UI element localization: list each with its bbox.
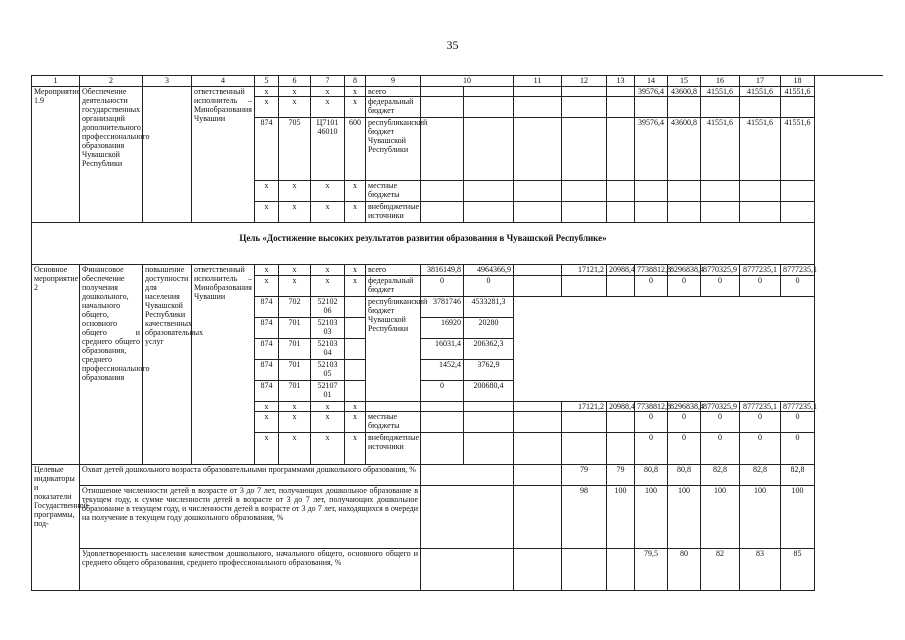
cell: x bbox=[279, 97, 311, 118]
cell: 0 bbox=[635, 276, 668, 297]
header-cell: 11 bbox=[514, 76, 562, 87]
cell: x bbox=[279, 202, 311, 223]
cell: 52103 03 bbox=[311, 318, 345, 339]
cell bbox=[464, 433, 514, 465]
cell bbox=[514, 181, 562, 202]
cell bbox=[668, 181, 701, 202]
cell: 41551,6 bbox=[740, 118, 781, 181]
cell: 100 bbox=[668, 486, 701, 549]
cell: 100 bbox=[607, 486, 635, 549]
cell bbox=[562, 87, 607, 98]
cell: 79 bbox=[607, 465, 635, 486]
cell: x bbox=[311, 97, 345, 118]
cell: x bbox=[311, 412, 345, 433]
cell bbox=[464, 402, 514, 413]
cell: 0 bbox=[740, 433, 781, 465]
cell: 8777235,1 bbox=[740, 402, 781, 413]
cell bbox=[562, 549, 607, 591]
header-cell: 10 bbox=[421, 76, 514, 87]
cell: федеральный бюджет bbox=[366, 276, 421, 297]
cell: республиканский бюджет Чувашской Республики bbox=[366, 297, 421, 402]
cell: 874 bbox=[255, 118, 279, 181]
cell: x bbox=[279, 433, 311, 465]
cell: x bbox=[345, 97, 366, 118]
cell: внебюджетные источники bbox=[366, 202, 421, 223]
cell bbox=[464, 181, 514, 202]
cell: 0 bbox=[421, 276, 464, 297]
cell bbox=[514, 202, 562, 223]
cell bbox=[464, 87, 514, 98]
cell bbox=[345, 381, 366, 402]
cell: x bbox=[279, 87, 311, 98]
cell bbox=[562, 118, 607, 181]
cell bbox=[701, 181, 740, 202]
cell bbox=[607, 276, 635, 297]
page-number: 35 bbox=[446, 38, 459, 52]
cell: 79,5 bbox=[635, 549, 668, 591]
cell bbox=[421, 97, 464, 118]
cell: 20280 bbox=[464, 318, 514, 339]
goal-heading: Цель «Достижение высоких результатов развития образования в Чувашской Республике» bbox=[32, 223, 815, 265]
cell: 43600,8 bbox=[668, 118, 701, 181]
cell bbox=[701, 202, 740, 223]
header-cell: 5 bbox=[255, 76, 279, 87]
cell: 0 bbox=[668, 412, 701, 433]
cell: 0 bbox=[421, 381, 464, 402]
cell: x bbox=[345, 402, 366, 413]
cell: 0 bbox=[668, 276, 701, 297]
cell: 41551,6 bbox=[701, 87, 740, 98]
cell bbox=[514, 276, 562, 297]
cell bbox=[562, 276, 607, 297]
cell: 874 bbox=[255, 297, 279, 318]
cell: местные бюджеты bbox=[366, 412, 421, 433]
header-cell: 7 bbox=[311, 76, 345, 87]
cell: 8770325,9 bbox=[701, 402, 740, 413]
cell bbox=[421, 181, 464, 202]
cell bbox=[421, 202, 464, 223]
cell bbox=[514, 412, 562, 433]
cell: 79 bbox=[562, 465, 607, 486]
cell bbox=[514, 465, 562, 486]
cell: 82,8 bbox=[740, 465, 781, 486]
cell: 82,8 bbox=[701, 465, 740, 486]
cell: 100 bbox=[781, 486, 815, 549]
cell: x bbox=[311, 276, 345, 297]
cell bbox=[740, 202, 781, 223]
cell: внебюджетные источники bbox=[366, 433, 421, 465]
header-cell: 15 bbox=[668, 76, 701, 87]
cell: 20988,4 bbox=[609, 401, 635, 411]
cell: 4964366,9 bbox=[464, 265, 514, 276]
header-cell: 9 bbox=[366, 76, 421, 87]
cell bbox=[464, 202, 514, 223]
cell: 0 bbox=[635, 433, 668, 465]
cell: 82,8 bbox=[781, 465, 815, 486]
cell bbox=[514, 118, 562, 181]
cell bbox=[366, 402, 421, 413]
cell: 39576,4 bbox=[635, 87, 668, 98]
cell: 874 bbox=[255, 339, 279, 360]
cell: 39576,4 bbox=[635, 118, 668, 181]
cell bbox=[421, 486, 514, 549]
cell: 16031,4 bbox=[421, 339, 464, 360]
cell: x bbox=[279, 402, 311, 413]
cell bbox=[345, 339, 366, 360]
cell: x bbox=[311, 87, 345, 98]
cell: 705 bbox=[279, 118, 311, 181]
cell bbox=[635, 181, 668, 202]
cell bbox=[668, 202, 701, 223]
cell: 701 bbox=[279, 381, 311, 402]
cell: x bbox=[311, 202, 345, 223]
header-cell: 3 bbox=[143, 76, 192, 87]
header-cell: 14 bbox=[635, 76, 668, 87]
cell bbox=[781, 181, 815, 202]
cell bbox=[607, 97, 635, 118]
cell: 52103 05 bbox=[311, 360, 345, 381]
cell bbox=[345, 360, 366, 381]
cell: 16920 bbox=[421, 318, 464, 339]
cell: 52107 01 bbox=[311, 381, 345, 402]
cell bbox=[635, 202, 668, 223]
cell: x bbox=[279, 412, 311, 433]
cell: 17121,2 bbox=[562, 402, 607, 413]
cell: x bbox=[345, 87, 366, 98]
cell: 80,8 bbox=[635, 465, 668, 486]
cell: 3781746 bbox=[421, 297, 464, 318]
cell: x bbox=[345, 412, 366, 433]
cell bbox=[514, 549, 562, 591]
cell bbox=[514, 433, 562, 465]
cell: 3816149,8 bbox=[421, 265, 464, 276]
cell: x bbox=[255, 87, 279, 98]
indicator-text: Отношение численности детей в возрасте от 3 до 7 лет, получающих дошкольное образование в текущем году, к сумме численности детей в возрасте от 3 до 7 лет, получающих дошкольное образование в текущем году, и численности детей в возрасте от 3 до 7 лет, находящихся в очереди на получение в текущем году дошкольного образования, % bbox=[80, 486, 421, 549]
cell: x bbox=[279, 181, 311, 202]
indicator-text: Охват детей дошкольного возраста образовательными программами дошкольного образования, % bbox=[80, 465, 421, 486]
cell: 8296838,4 bbox=[670, 401, 704, 411]
cell: x bbox=[255, 433, 279, 465]
cell: 8777235,1 bbox=[783, 265, 817, 274]
om2-goal: повышение доступности для населения Чувашской Республики качественных образовательных услуг bbox=[143, 265, 192, 465]
cell: 100 bbox=[701, 486, 740, 549]
header-cell: 16 bbox=[701, 76, 740, 87]
cell: 702 bbox=[279, 297, 311, 318]
cell: x bbox=[311, 265, 345, 276]
cell: 98 bbox=[562, 486, 607, 549]
cell: 0 bbox=[464, 276, 514, 297]
cell: республиканский бюджет Чувашской Республики bbox=[366, 118, 421, 181]
cell: 0 bbox=[740, 412, 781, 433]
cell bbox=[514, 486, 562, 549]
m19-description: Обеспечение деятельности государственных организаций дополнительного профессионального образования Чувашской Республики bbox=[80, 87, 143, 224]
cell: x bbox=[345, 265, 366, 276]
cell: 8770325,9 bbox=[701, 265, 740, 276]
cell: 0 bbox=[635, 412, 668, 433]
cell bbox=[421, 465, 514, 486]
cell: 874 bbox=[255, 318, 279, 339]
cell: x bbox=[255, 97, 279, 118]
cell: 206362,3 bbox=[464, 339, 514, 360]
cell: 701 bbox=[279, 318, 311, 339]
cell: 8777235,1 bbox=[740, 265, 781, 276]
header-cell: 4 bbox=[192, 76, 255, 87]
cell: 1452,4 bbox=[421, 360, 464, 381]
indicator-text: Удовлетворенность населения качеством дошкольного, начального общего, основного общего и среднего общего образования, среднего профессионального образования, % bbox=[80, 549, 421, 591]
cell bbox=[740, 97, 781, 118]
cell bbox=[345, 318, 366, 339]
cell: x bbox=[311, 402, 345, 413]
cell bbox=[607, 412, 635, 433]
cell bbox=[562, 97, 607, 118]
cell bbox=[421, 87, 464, 98]
cell bbox=[514, 265, 562, 276]
cell: x bbox=[345, 433, 366, 465]
cell: x bbox=[311, 433, 345, 465]
cell: 0 bbox=[701, 412, 740, 433]
cell: 3762,9 bbox=[464, 360, 514, 381]
cell: 8296838,4 bbox=[670, 265, 704, 274]
cell bbox=[464, 97, 514, 118]
cell: x bbox=[345, 181, 366, 202]
cell: 0 bbox=[701, 433, 740, 465]
cell: x bbox=[255, 412, 279, 433]
cell: 100 bbox=[740, 486, 781, 549]
cell: всего bbox=[366, 87, 421, 98]
cell: 80,8 bbox=[668, 465, 701, 486]
cell: федеральный бюджет bbox=[366, 97, 421, 118]
cell: 43600,8 bbox=[668, 87, 701, 98]
cell: 600 bbox=[345, 118, 366, 181]
cell: 0 bbox=[740, 276, 781, 297]
cell bbox=[421, 433, 464, 465]
cell: x bbox=[345, 202, 366, 223]
cell: 7738812,8 bbox=[637, 265, 671, 274]
cell: 83 bbox=[740, 549, 781, 591]
cell: 41551,6 bbox=[781, 118, 815, 181]
budget-table bbox=[31, 75, 883, 591]
cell: x bbox=[345, 276, 366, 297]
om2-executor: ответственный исполнитель – Минобразования Чувашии bbox=[192, 265, 255, 465]
cell: x bbox=[255, 276, 279, 297]
cell bbox=[781, 97, 815, 118]
cell bbox=[345, 297, 366, 318]
cell: всего bbox=[366, 265, 421, 276]
cell: 8777235,1 bbox=[783, 401, 817, 411]
cell bbox=[421, 412, 464, 433]
cell: x bbox=[279, 265, 311, 276]
cell: x bbox=[311, 181, 345, 202]
m19-label: Мероприятие 1.9 bbox=[32, 87, 80, 224]
cell bbox=[607, 433, 635, 465]
cell: 874 bbox=[255, 381, 279, 402]
cell: 41551,6 bbox=[701, 118, 740, 181]
cell: 20988,4 bbox=[609, 265, 635, 274]
cell: 701 bbox=[279, 339, 311, 360]
cell bbox=[607, 549, 635, 591]
cell bbox=[464, 118, 514, 181]
cell: 0 bbox=[781, 412, 815, 433]
cell bbox=[514, 297, 815, 402]
cell: 0 bbox=[781, 433, 815, 465]
cell bbox=[421, 549, 514, 591]
header-cell: 2 bbox=[80, 76, 143, 87]
cell: 0 bbox=[668, 433, 701, 465]
header-cell: 12 bbox=[562, 76, 607, 87]
cell: x bbox=[255, 265, 279, 276]
indicators-label: Целевые индикаторы и показатели Госудаственной программы, под- bbox=[32, 465, 80, 591]
cell bbox=[421, 118, 464, 181]
cell bbox=[562, 412, 607, 433]
cell: 80 bbox=[668, 549, 701, 591]
cell: x bbox=[255, 181, 279, 202]
cell: 0 bbox=[781, 276, 815, 297]
cell bbox=[514, 402, 562, 413]
cell: 17121,2 bbox=[562, 265, 607, 276]
om2-description: Финансовое обеспечение получения дошкольного, начального общего, основного общего и среднего общего образования, среднего профессионального образования bbox=[80, 265, 143, 465]
cell: местные бюджеты bbox=[366, 181, 421, 202]
header-cell: 8 bbox=[345, 76, 366, 87]
cell: 7738812,8 bbox=[637, 401, 671, 411]
cell bbox=[607, 181, 635, 202]
cell: 41551,6 bbox=[740, 87, 781, 98]
m19-executor: ответственный исполнитель – Минобразования Чувашии bbox=[192, 87, 255, 224]
cell: 85 bbox=[781, 549, 815, 591]
cell bbox=[701, 97, 740, 118]
om2-label: Основное мероприятие 2 bbox=[32, 265, 80, 465]
cell: 82 bbox=[701, 549, 740, 591]
cell bbox=[514, 87, 562, 98]
cell: 701 bbox=[279, 360, 311, 381]
cell: x bbox=[255, 202, 279, 223]
cell bbox=[635, 97, 668, 118]
cell bbox=[562, 181, 607, 202]
cell: 52103 04 bbox=[311, 339, 345, 360]
cell bbox=[668, 97, 701, 118]
header-cell: 6 bbox=[279, 76, 311, 87]
cell: 41551,6 bbox=[781, 87, 815, 98]
cell: 100 bbox=[635, 486, 668, 549]
cell: x bbox=[279, 276, 311, 297]
cell bbox=[607, 202, 635, 223]
cell bbox=[740, 181, 781, 202]
cell: Ц7101 46010 bbox=[311, 118, 345, 181]
cell bbox=[607, 118, 635, 181]
cell: 52102 06 bbox=[311, 297, 345, 318]
m19-empty bbox=[143, 87, 192, 224]
cell bbox=[781, 202, 815, 223]
cell bbox=[464, 412, 514, 433]
cell bbox=[514, 97, 562, 118]
cell: 4533281,3 bbox=[464, 297, 514, 318]
cell: x bbox=[255, 402, 279, 413]
cell: 874 bbox=[255, 360, 279, 381]
header-cell: 17 bbox=[740, 76, 781, 87]
cell bbox=[562, 433, 607, 465]
cell: 200680,4 bbox=[464, 381, 514, 402]
header-cell: 13 bbox=[607, 76, 635, 87]
cell bbox=[607, 87, 635, 98]
header-cell: 18 bbox=[781, 76, 815, 87]
cell: 0 bbox=[701, 276, 740, 297]
header-cell: 1 bbox=[32, 76, 80, 87]
cell bbox=[421, 402, 464, 413]
cell bbox=[562, 202, 607, 223]
